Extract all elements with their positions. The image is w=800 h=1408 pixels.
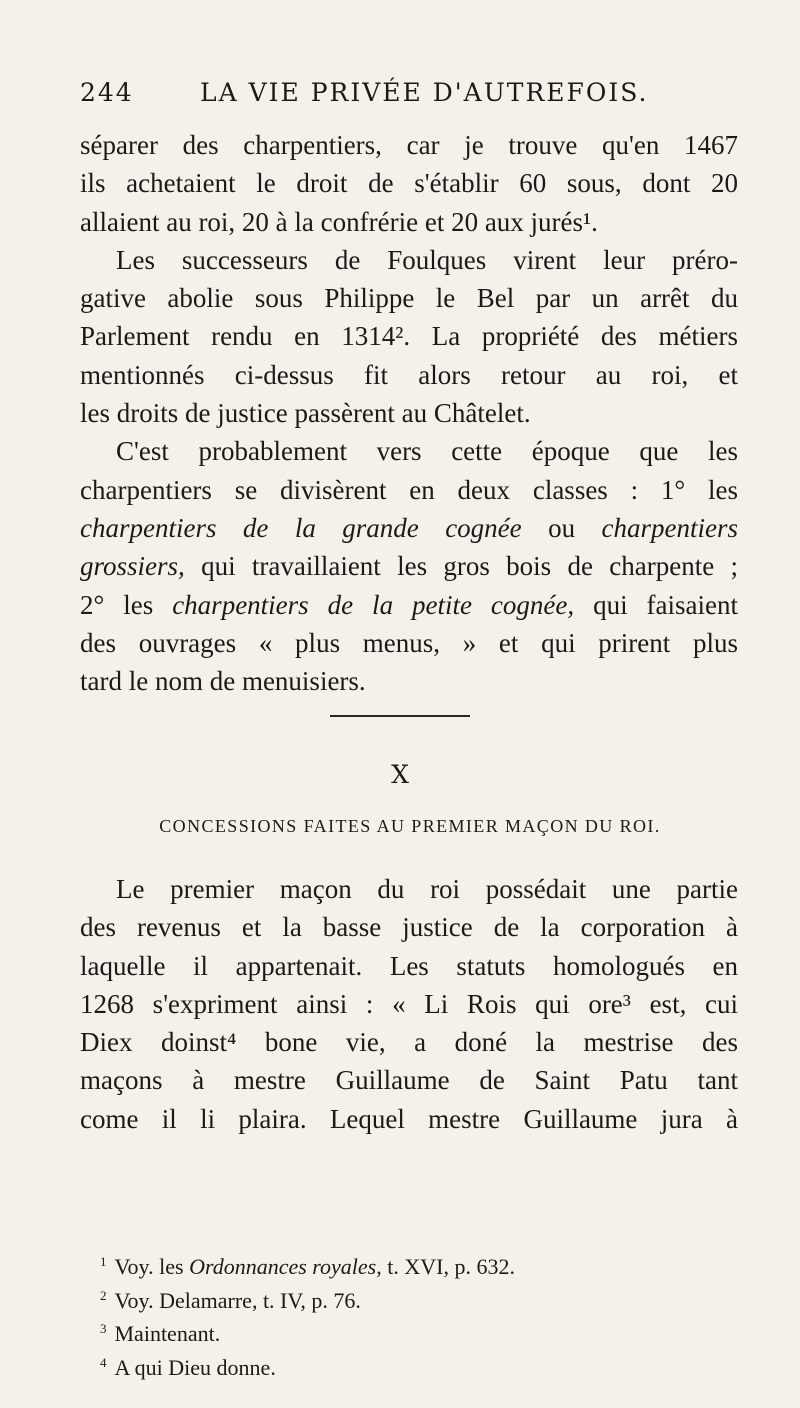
text-line	[80, 547, 738, 585]
text-line: des ouvrages « plus menus, » et qui prirent plus	[80, 627, 738, 658]
text-line: mentionnés ci-dessus fit alors retour au roi, et	[80, 359, 738, 390]
footnote-text: Voy. les	[114, 1254, 190, 1279]
text-line: maçons à mestre Guillaume de Saint Patu tant	[80, 1065, 738, 1096]
footnote	[100, 1315, 740, 1349]
text-line: les droits de justice passèrent au Châtelet.	[80, 398, 531, 429]
text-line: Le premier maçon du roi possédait une partie	[116, 874, 738, 904]
text-span: qui faisaient	[574, 589, 738, 620]
text-line: gative abolie sous Philippe le Bel par un arrêt du	[80, 283, 738, 314]
running-title: LA VIE PRIVÉE D'AUTREFOIS.	[200, 78, 649, 107]
footnote	[100, 1349, 740, 1383]
section-divider	[330, 715, 470, 717]
page-number: 244	[80, 78, 134, 107]
italic-phrase: grossiers,	[80, 551, 185, 582]
footnote-text: Voy. Delamarre, t. IV, p. 76.	[114, 1287, 361, 1313]
footnote-mark: 1	[100, 1254, 107, 1269]
text-line: séparer des charpentiers, car je trouve qu'en 1467	[80, 130, 738, 160]
italic-phrase: charpentiers	[601, 512, 738, 543]
text-span: ou	[521, 512, 602, 543]
italic-phrase: charpentiers de la petite cognée,	[172, 589, 575, 620]
footnote-mark: 4	[100, 1354, 107, 1370]
footnote	[100, 1248, 740, 1282]
text-line: tard le nom de menuisiers.	[80, 666, 366, 697]
text-line: charpentiers se divisèrent en deux classes : 1° les	[80, 474, 738, 505]
text-line: laquelle il appartenait. Les statuts homologués en	[80, 950, 738, 981]
footnotes	[100, 1248, 740, 1382]
footnote-text: A qui Dieu donne.	[114, 1354, 276, 1380]
text-line: allaient au roi, 20 à la confrérie et 20 aux jurés¹.	[80, 206, 598, 237]
text-span: 2° les	[80, 589, 173, 620]
section-title: CONCESSIONS FAITES AU PREMIER MAÇON DU ROI.	[159, 816, 661, 836]
text-span: qui travaillaient les gros bois de charpente ;	[184, 551, 738, 582]
text-line: ils achetaient le droit de s'établir 60 sous, dont 20	[80, 168, 738, 199]
footnote-text: Maintenant.	[114, 1321, 221, 1346]
section-number: X	[391, 760, 409, 789]
footnote	[100, 1282, 740, 1316]
text-line	[80, 509, 738, 547]
body-text-top	[80, 126, 738, 700]
text-line: Parlement rendu en 1314². La propriété des métiers	[80, 321, 738, 352]
text-line: 1268 s'expriment ainsi : « Li Rois qui ore³ est, cui	[80, 988, 738, 1019]
italic-phrase: Ordonnances royales,	[189, 1254, 382, 1279]
italic-phrase: charpentiers de la grande cognée	[80, 512, 522, 543]
running-header	[80, 78, 740, 118]
footnote-text: t. XVI, p. 632.	[381, 1254, 515, 1279]
text-line: Les successeurs de Foulques virent leur préro-	[116, 244, 738, 275]
text-line: Diex doinst⁴ bone vie, a doné la mestrise des	[80, 1027, 738, 1058]
footnote-mark: 3	[100, 1321, 107, 1336]
text-line: C'est probablement vers cette époque que les	[116, 436, 738, 467]
text-line: des revenus et la basse justice de la corporation à	[80, 912, 738, 943]
text-line	[80, 586, 738, 624]
footnote-mark: 2	[100, 1287, 107, 1303]
text-line: come il li plaira. Lequel mestre Guillaume jura à	[80, 1103, 738, 1134]
body-text-bottom	[80, 870, 738, 1138]
